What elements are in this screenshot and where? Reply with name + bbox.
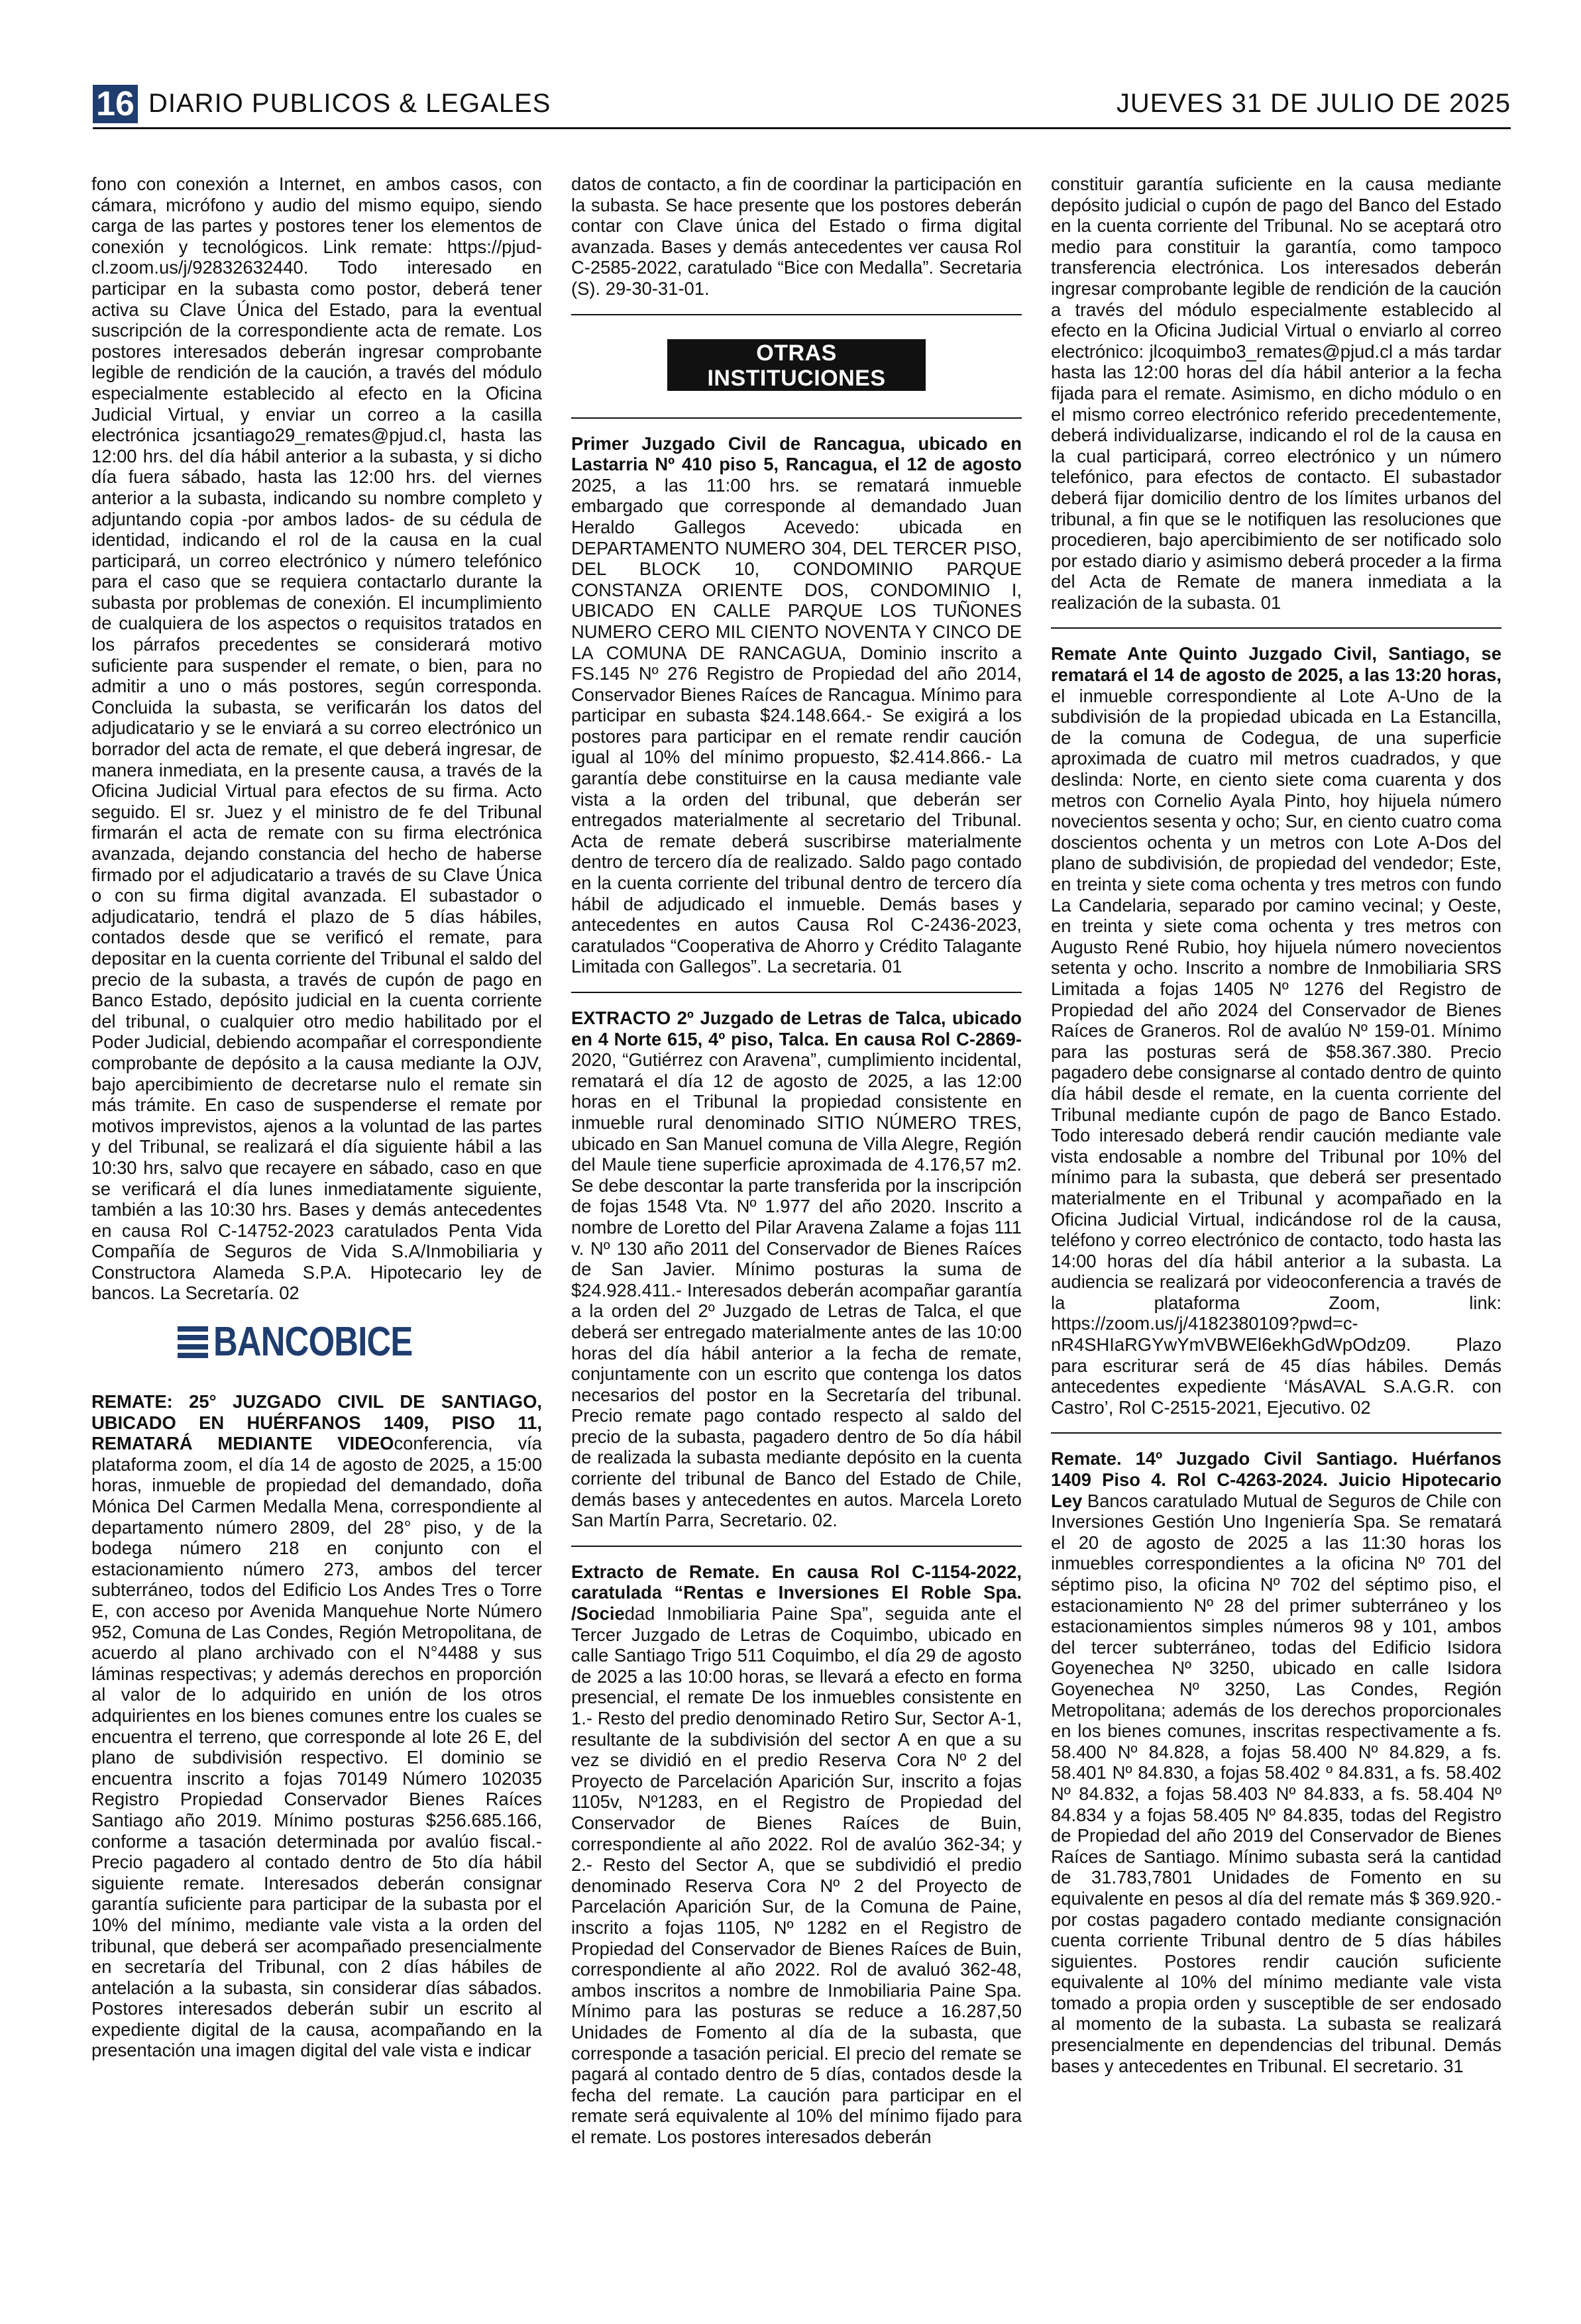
notice-rancagua — [571, 433, 1022, 977]
notice-heading: REMATE: 25° JUZGADO CIVIL DE SANTIAGO, UBICADO EN HUÉRFANOS 1409, PISO 11, REMATARÁ MEDIANTE VIDEO — [91, 1391, 542, 1454]
notice-body: 2025, a las 11:00 hrs. se rematará inmueble embargado que corresponde al demandado Juan Heraldo Gallegos Acevedo: ubicada en DEPARTAMENTO NUMERO 304, DEL TERCER PISO, DEL BLOCK 10, CONDOMINIO PARQUE CONSTANZA ORIENTE DOS, CONDOMINIO I, UBICADO EN CALLE PARQUE LOS TUÑONES NUMERO CERO MIL CIENTO NOVENTA Y CINCO DE LA COMUNA DE RANCAGUA, Dominio inscrito a FS.145 Nº 276 Registro de Propiedad del año 2014, Conservador Bienes Raíces de Rancagua. Mínimo para participar en subasta $24.148.664.- Se exigirá a los postores para participar en el remate rendir caución igual al 10% del mínimo propuesto, $2.414.866.- La garantía debe constituirse en la causa mediante vale vista a la orden del tribunal, que deberán ser entregados materialmente al secretario del Tribunal. Acta de remate deberá suscribirse materialmente dentro de tercero día de realizado. Saldo pago contado en la cuenta corriente del tribunal dentro de tercero día hábil de adjudicado el inmueble. Demás bases y antecedentes en autos Causa Rol C-2436-2023, caratulados “Cooperativa de Ahorro y Crédito Talagante Limitada con Gallegos”. La secretaria. 01 — [571, 474, 1022, 977]
section-banner-line-1: OTRAS INSTITUCIONES — [707, 340, 886, 391]
notice-heading: Primer Juzgado Civil de Rancagua, ubicado en Lastarria Nº 410 piso 5, Rancagua, el 12 de agosto — [571, 433, 1022, 475]
header-rule — [93, 127, 1511, 129]
section-banner — [667, 339, 926, 416]
notice-14-juzgado — [1051, 1448, 1501, 2076]
notice-body: el inmueble correspondiente al Lote A-Uno de la subdivisión de la propiedad ubicada en La Estancilla, de la comuna de Codegua, de una superficie aproximada de cuatro mil metros cuadrados, y que deslinda: Norte, en ciento siete coma cuarenta y dos metros con Cornelio Ayala Pinto, hoy hijuela número novecientos sesenta y ocho; Sur, en ciento cuatro coma doscientos ochenta y un metros con Lote A-Dos del plano de subdivisión, de propiedad del vendedor; Este, en treinta y siete coma ochenta y tres metros con fundo La Candelaria, separado por camino vecinal; y Oeste, en treinta y siete coma ochenta y tres metros con Augusto René Rubio, hoy hijuela número novecientos setenta y ocho. Inscrito a nombre de Inmobiliaria SRS Limitada a fojas 1405 Nº 1276 del Registro de Propiedad del año 2024 del Conservador de Bienes Raíces de Graneros. Rol de avalúo Nº 159-01. Mínimo para las posturas será de $58.367.380. Precio pagadero debe consignarse al contado dentro de quinto día hábil desde el remate, en la cuenta corriente del Tribunal mediante cupón de pago de Banco Estado. Todo interesado deberá rendir caución mediante vale vista endosable a nombre del Tribunal por 10% del mínimo para la subasta, que deberá ser presentado materialmente en el Tribunal y acompañado en la Oficina Judicial Virtual, indicándose rol de la causa, teléfono y correo electrónico de contacto, todo hasta las 14:00 horas del día hábil anterior a la subasta. La audiencia se realizará por videoconferencia a través de la plataforma Zoom, link: https://zoom.us/j/4182380109?pwd=c-nR4SHIaRGYwYmVBWEl6ekhGdWpOdz09. Plazo para escriturar será de 45 días hábiles. Demás antecedentes expediente ‘MásAVAL S.A.G.R. con Castro’, Rol C-2515-2021, Ejecutivo. 02 — [1051, 685, 1501, 1418]
notice-quinto-juzgado — [1051, 643, 1501, 1418]
notice-coquimbo — [571, 1561, 1022, 2148]
notice-continuation-text: constituir garantía suficiente en la causa mediante depósito judicial o cupón de pago del Banco del Estado en la cuenta corriente del Tribunal. No se aceptará otro medio para constituir la garantía, como tampoco transferencia electrónica. Los interesados deberán ingresar comprobante legible de rendición de la caución a través del módulo especialmente establecido al efecto en la Oficina Judicial Virtual o enviarlo al correo electrónico: jlcoquimbo3_remates@pjud.cl a más tardar hasta las 12:00 horas del día hábil anterior a la fecha fijada para el remate. Asimismo, en dicho módulo o en el mismo correo electrónico referido precedentemente, deberá individualizarse, indicando el rol de la causa en la cual participará, correo electrónico y un número telefónico, para efectos de contacto. El subastador deberá fijar domicilio dentro de los límites urbanos del tribunal, a fin que se le notifiquen las resoluciones que procedieren, bajo apercibimiento de ser notificado solo por estado diario y asimismo deberá proceder a la firma del Acta de Remate de manera inmediata a la realización de la subasta. 01 — [1051, 174, 1501, 613]
notice-body: 2020, “Gutiérrez con Aravena”, cumplimiento incidental, rematará el día 12 de agosto de 2025, a las 12:00 horas en el Tribunal la propiedad consistente en inmueble rural denominado SITIO NÚMERO TRES, ubicado en San Manuel comuna de Villa Alegre, Región del Maule tiene superficie aproximada de 4.176,57 m2. Se debe descontar la parte transferida por la inscripción de fojas 1548 Vta. Nº 1.977 del año 2020. Inscrito a nombre de Loretto del Pilar Aravena Zalame a fojas 111 v. Nº 130 año 2011 del Conservador de Bienes Raíces de San Javier. Mínimo posturas la suma de $24.928.411.- Interesados deberán acompañar garantía a la orden del 2º Juzgado de Letras de Talca, el que deberá ser entregado materialmente antes de las 10:00 horas del día hábil anterior a la fecha de remate, conjuntamente con un escrito que contenga los datos necesarios del postor en la Secretaría del tribunal. Precio remate pago contado respecto al saldo del precio de la subasta, pagadero dentro de 5o día hábil de realizada la subasta mediante depósito en la cuenta corriente del tribunal de Banco del Estado de Chile, demás bases y antecedentes en autos. Marcela Loreto San Martín Parra, Secretario. 02. — [571, 1049, 1022, 1531]
notice-body: Bancos caratulado Mutual de Seguros de Chile con Inversiones Gestión Uno Ingeniería Spa. Se rematará el 20 de agosto de 2025 a las 11:30 horas los inmuebles correspondientes a la oficina Nº 701 del séptimo piso, la oficina Nº 702 del séptimo piso, el estacionamiento Nº 28 del primer subterráneo y los estacionamientos simples números 98 y 101, ambos del tercer subterráneo, todas del Edificio Isidora Goyenechea Nº 3250, ubicado en calle Isidora Goyenechea Nº 3250, Las Condes, Región Metropolitana; además de los derechos proporcionales en los bienes comunes, inscritas respectivamente a fs. 58.400 Nº 84.828, a fojas 58.400 Nº 84.829, a fs. 58.401 Nº 84.830, a fojas 58.402 º 84.831, a fs. 58.402 Nº 84.832, a fojas 58.403 Nº 84.833, a fs. 58.404 Nº 84.834 y a fojas 58.405 Nº 84.835, todas del Registro de Propiedad del año 2019 del Conservador de Bienes Raíces de Santiago. Mínimo subasta será la cantidad de 31.783,7801 Unidades de Fomento en su equivalente en pesos al día del remate más $ 369.920.- por costas pagadero contado mediante consignación cuenta corriente Tribunal dentro de 5 días hábiles siguientes. Postores rendir caución suficiente equivalente al 10% del mínimo mediante vale vista tomado a propia orden y susceptible de ser endosado al momento de la subasta. La subasta se realizará presencialmente en dependencias del tribunal. Demás bases y antecedentes en Tribunal. El secretario. 31 — [1051, 1490, 1501, 2076]
publication-date: JUEVES 31 DE JULIO DE 2025 — [1116, 89, 1511, 118]
bank-logo-icon — [178, 1326, 208, 1358]
notice-talca — [571, 1008, 1022, 1531]
column-3 — [1051, 174, 1501, 2280]
notice-25-juzgado — [91, 1391, 542, 2061]
notice-body: dad Inmobiliaria Paine Spa”, seguida ante el Tercer Juzgado de Letras de Coquimbo, ubicado en calle Santiago Trigo 511 Coquimbo, el día 29 de agosto de 2025 a las 10:00 horas, se llevará a efecto en forma presencial, el remate De los inmuebles consistente en 1.- Resto del predio denominado Retiro Sur, Sector A-1, resultante de la subdivisión del sector A en que a su vez se dividió en el predio Reserva Cora Nº 2 del Proyecto de Parcelación Aparición Sur, inscrito a fojas 1105v, Nº1283, en el Registro de Propiedad del Conservador de Bienes Raíces de Buin, correspondiente al año 2022. Rol de avalúo 362-34; y 2.- Resto del Sector A, que se subdividió el predio denominado Reserva Cora Nº 2 del Proyecto de Parcelación Aparición Sur, de la Comuna de Paine, inscrito a fojas 1105, Nº 1282 en el Registro de Propiedad del Conservador de Bienes Raíces de Buin, correspondiente al año 2022. Rol de avaluó 362-48, ambos inscritos a nombre de Inmobiliaria Paine Spa. Mínimo para las posturas se reduce a 16.287,50 Unidades de Fomento al día de la subasta, que corresponde a tasación pericial. El precio del remate se pagará al contado dentro de 5 días, contados desde la fecha del remate. La caución para participar en el remate será equivalente al 10% del mínimo fijado para el remate. Los postores interesados deberán — [571, 1603, 1022, 2147]
notice-body: conferencia, vía plataforma zoom, el día 14 de agosto de 2025, a 15:00 horas, inmueble de propiedad del demandado, doña Mónica Del Carmen Medalla Mena, correspondiente al departamento número 2809, del 28° piso, y de la bodega número 218 en conjunto con el estacionamiento número 273, ambos del tercer subterráneo, todos del Edificio Los Andes Tres o Torre E, con acceso por Avenida Manquehue Norte Número 952, Comuna de Las Condes, Región Metropolitana, de acuerdo al plano archivado con el N°4488 y sus láminas respectivas; y además derechos en proporción al valor de lo adquirido en unión de los otros adquirientes en los bienes comunes entre los cuales se encuentra el terreno, que corresponde al lote 26 E, del plano de subdivisión respectivo. El dominio se encuentra inscrito a fojas 70149 Número 102035 Registro Propiedad Conservador Bienes Raíces Santiago año 2019. Mínimo posturas $256.685.166, conforme a tasación determinada por avalúo fiscal.- Precio pagadero al contado dentro de 5to día hábil siguiente remate. Interesados deberán consignar garantía suficiente para participar de la subasta por el 10% del mínimo, mediante vale vista a la orden del tribunal, que deberá ser acompañado presencialmente en secretaría del Tribunal, con 2 días hábiles de antelación a la subasta, sin considerar días sábados. Postores interesados deberán subir un escrito al expediente digital de la causa, acompañando en la presentación una imagen digital del vale vista e indicar — [91, 1433, 542, 2061]
separator — [571, 1546, 1022, 1547]
separator — [1051, 627, 1501, 629]
publication-title: DIARIO PUBLICOS & LEGALES — [148, 89, 551, 118]
notice-continuation-text: fono con conexión a Internet, en ambos casos, con cámara, micrófono y audio del mismo equipo, siendo carga de las partes y postores tener los elementos de conexión y tecnológicos. Link remate: https://pjud-cl.zoom.us/j/92832632440. Todo interesado en participar en la subasta como postor, deberá tener activa su Clave Única del Estado, para la eventual suscripción de la correspondiente acta de remate. Los postores interesados deberán ingresar comprobante legible de rendición de la caución, a través del módulo especialmente establecido al efecto en la Oficina Judicial Virtual, y enviar un correo a la casilla electrónica jcsantiago29_remates@pjud.cl, hasta las 12:00 hrs. del día hábil anterior a la subasta, y si dicho día fuera sábado, hasta las 12:00 hrs. del viernes anterior a la subasta, indicando su nombre completo y adjuntando copia -por ambos lados- de su cédula de identidad, indicando el rol de la causa en la cual participará, un correo electrónico y número telefónico para el caso que se requiera contactarlo durante la subasta por problemas de conexión. El incumplimiento de cualquiera de los aspectos o requisitos tratados en los párrafos precedentes se considerará motivo suficiente para suspender el remate, o bien, para no admitir a uno o más postores, según corresponda. Concluida la subasta, se verificarán los datos del adjudicatario y se le enviará a su correo electrónico un borrador del acta de remate, el que deberá ingresar, de manera inmediata, en la presente causa, a través de la Oficina Judicial Virtual para efectos de su firma. Acto seguido. El sr. Juez y el ministro de fe del Tribunal firmarán el acta de remate con su firma electrónica avanzada, dejando constancia del hecho de haberse firmado por el adjudicatario a través de su Clave Única o con su firma digital avanzada. El subastador o adjudicatario, tendrá el plazo de 5 días hábiles, contados desde que se verificó el remate, para depositar en la cuenta corriente del Tribunal el saldo del precio de la subasta, a través de cupón de pago en Banco Estado, depósito judicial en la cuenta corriente del tribunal, o cualquier otro medio habilitado por el Poder Judicial, debiendo acompañar el correspondiente comprobante de depósito a la causa mediante la OJV, bajo apercibimiento de decretarse nulo el remate sin más trámite. En caso de suspenderse el remate por motivos imprevistos, ajenos a la voluntad de las partes y del Tribunal, se realizará el día siguiente hábil a las 10:30 hrs, salvo que recayere en sábado, caso en que se verificará el día lunes inmediatamente siguiente, también a las 10:30 hrs. Bases y demás antecedentes en causa Rol C-14752-2023 caratulados Penta Vida Compañía de Seguros de Vida S.A/Inmobiliaria y Constructora Alameda S.P.A. Hipotecario ley de bancos. La Secretaría. 02 — [91, 174, 542, 1304]
page-header — [93, 85, 1511, 125]
logo-word-bice: BICE — [334, 1319, 413, 1365]
notice-continuation-text: datos de contacto, a fin de coordinar la participación en la subasta. Se hace presente que los postores deberán contar con Clave única del Estado o firma digital avanzada. Bases y demás antecedentes ver causa Rol C-2585-2022, caratulado “Bice con Medalla”. Secretaria (S). 29-30-31-01. — [571, 174, 1022, 299]
logo-word-banco: BANCO — [213, 1319, 335, 1365]
separator — [571, 992, 1022, 993]
separator — [1051, 1432, 1501, 1434]
column-1 — [91, 174, 542, 2280]
separator — [571, 417, 1022, 419]
page-number: 16 — [93, 85, 138, 123]
separator — [571, 314, 1022, 315]
notice-heading: EXTRACTO 2º Juzgado de Letras de Talca, ubicado en 4 Norte 615, 4º piso, Talca. En causa Rol C-2869- — [571, 1008, 1022, 1049]
notice-heading: Remate Ante Quinto Juzgado Civil, Santiago, se rematará el 14 de agosto de 2025, a las 13:20 horas, — [1051, 643, 1501, 686]
column-2 — [571, 174, 1022, 2280]
notice-heading: Remate. 14º Juzgado Civil Santiago. Huérfanos 1409 Piso 4. Rol C-4263-2024. Juicio Hipotecario Ley — [1051, 1448, 1501, 1511]
notice-heading: Extracto de Remate. En causa Rol C-1154-2022, caratulada “Rentas e Inversiones El Roble Spa. /Socie — [571, 1561, 1022, 1624]
section-banner-line-2: Y PARTICULARES — [696, 390, 897, 416]
banco-bice-logo — [91, 1316, 542, 1369]
